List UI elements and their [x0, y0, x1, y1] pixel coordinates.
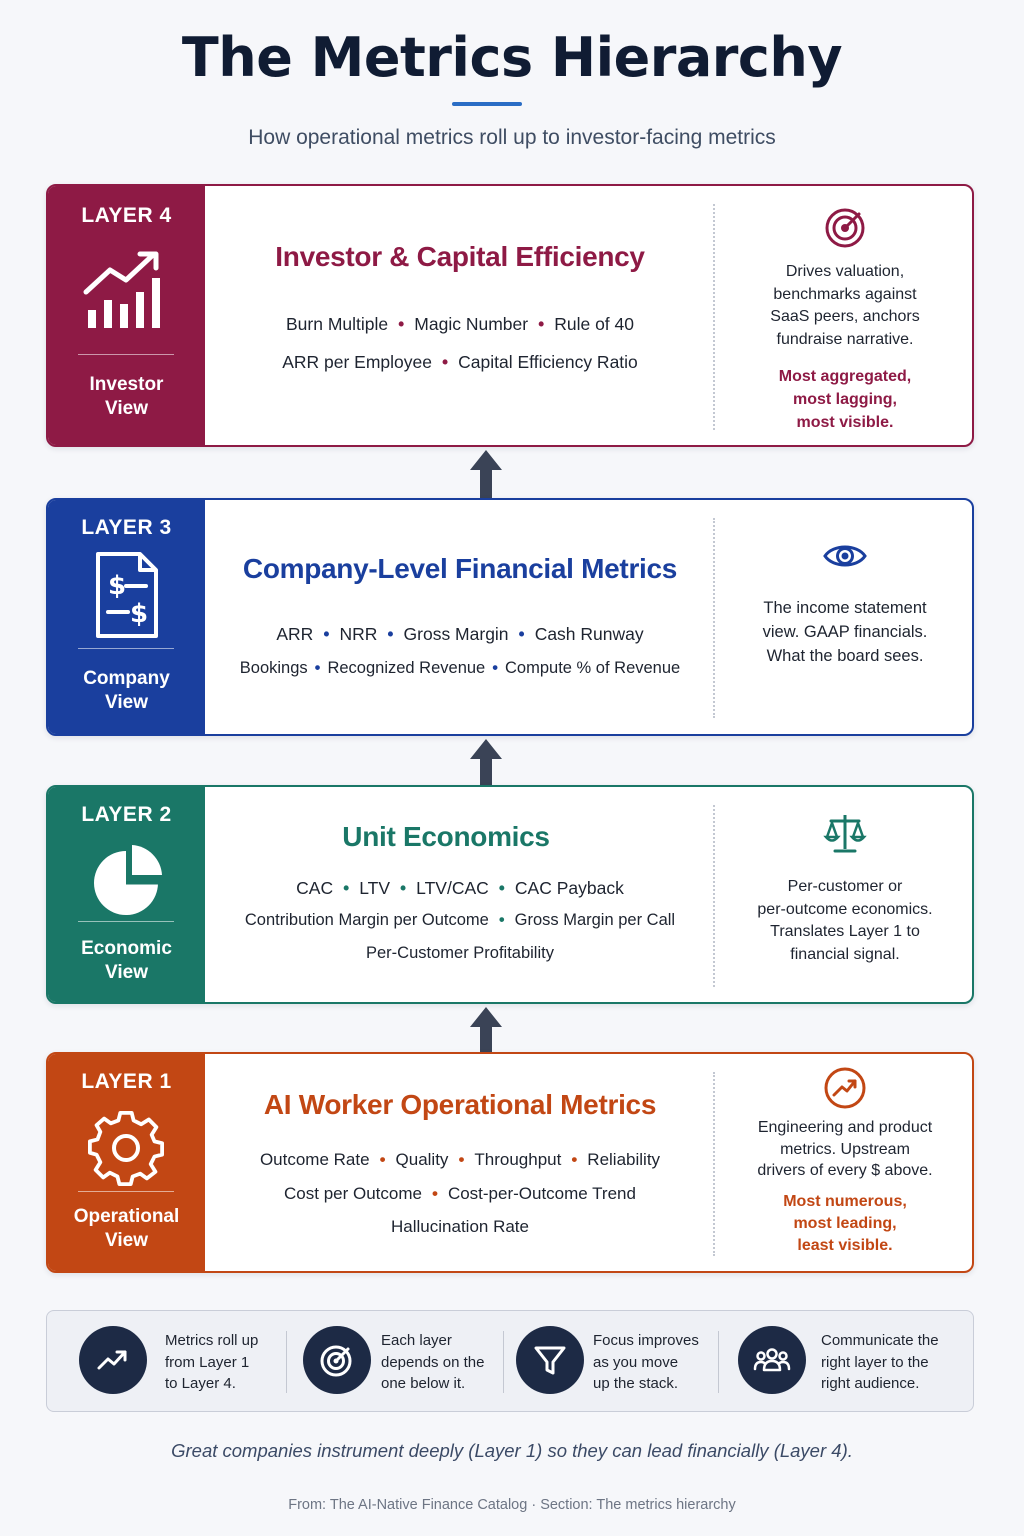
growth-bar-chart-icon [76, 248, 176, 338]
scales-icon [823, 811, 867, 855]
sidebar-divider [78, 1191, 174, 1192]
layer-heading: Investor & Capital Efficiency [275, 241, 645, 272]
layer-description: The income statement view. GAAP financials. What the board sees. [762, 599, 928, 665]
layer-heading: Unit Economics [342, 821, 550, 852]
metric-item: Compute % of Revenue [505, 659, 681, 677]
view-label: Investor View [89, 374, 164, 419]
target-icon [317, 1340, 357, 1380]
metric-item: Gross Margin [403, 624, 509, 644]
metric-item: CAC Payback [514, 878, 624, 898]
metric-line: Bookings • Recognized Revenue • Compute % of Revenue [239, 659, 681, 677]
column-divider [713, 1072, 715, 1256]
metric-item: Cash Runway [534, 624, 644, 644]
metric-item: Magic Number [414, 314, 529, 334]
metric-item: NRR [339, 624, 378, 644]
layer-badge: LAYER 4 [81, 204, 172, 227]
sidebar-divider [78, 648, 174, 649]
layer-1-card [46, 1052, 974, 1273]
layer-heading: Company-Level Financial Metrics [242, 553, 678, 584]
metric-line: ARR per Employee • Capital Efficiency Ratio [282, 352, 638, 372]
source-footer: From: The AI-Native Finance Catalog · Section: The metrics hierarchy [288, 1497, 736, 1513]
column-divider [713, 204, 715, 430]
takeaway-text: Focus improves as you move up the stack. [593, 1332, 699, 1392]
layer-description: Per-customer or per-outcome economics. Translates Layer 1 to financial signal. [757, 878, 933, 963]
view-label: Company View [83, 668, 170, 713]
people-icon [752, 1340, 792, 1380]
metric-item: Burn Multiple [286, 314, 389, 334]
takeaway-item [503, 1311, 719, 1411]
takeaway-item [47, 1311, 287, 1411]
page-title: The Metrics Hierarchy [181, 26, 843, 89]
layer-heading: AI Worker Operational Metrics [263, 1089, 657, 1120]
layer-4-card [46, 184, 974, 447]
layer-description: Engineering and product metrics. Upstream drivers of every $ above. [757, 1119, 933, 1179]
column-divider [713, 805, 715, 987]
layer-3-notes [716, 500, 974, 734]
metric-line [205, 1217, 715, 1237]
layer-4-sidebar [48, 186, 205, 445]
metric-item: Cost-per-Outcome Trend [447, 1184, 636, 1203]
metric-item: Per-Customer Profitability [366, 944, 554, 962]
layer-emphasis: Most aggregated, most lagging, most visible. [778, 368, 912, 431]
metric-item: CAC [296, 878, 334, 898]
metric-item: Recognized Revenue [327, 659, 486, 677]
sidebar-divider [78, 354, 174, 355]
metric-item: Rule of 40 [554, 314, 634, 334]
takeaway-item [719, 1311, 973, 1411]
layer-badge: LAYER 2 [81, 803, 172, 826]
layer-2-sidebar [48, 787, 205, 1002]
title-underline [452, 102, 522, 106]
key-takeaways-panel [46, 1310, 974, 1412]
layer-2-content [205, 787, 715, 1002]
layer-3-content [205, 500, 715, 734]
page-subtitle: How operational metrics roll up to investor-facing metrics [248, 126, 776, 149]
pie-chart-icon [76, 839, 176, 929]
column-divider [713, 518, 715, 718]
metric-item: Bookings [239, 659, 308, 677]
trend-up-circle-icon [823, 1066, 867, 1110]
layer-4-content [205, 186, 715, 445]
metric-item: Cost per Outcome [284, 1184, 422, 1203]
view-label: Economic View [81, 938, 172, 983]
takeaway-icon-circle [79, 1326, 147, 1394]
svg-text:$: $ [108, 571, 127, 601]
layer-2-card [46, 785, 974, 1004]
takeaway-item [287, 1311, 517, 1411]
metric-item: Reliability [587, 1150, 661, 1169]
metric-item: ARR per Employee [282, 352, 433, 372]
layer-badge: LAYER 3 [81, 516, 172, 539]
gear-icon [76, 1104, 176, 1194]
metric-item: Quality [395, 1150, 449, 1169]
metric-line: ARR • NRR • Gross Margin • Cash Runway [276, 624, 644, 644]
roll-up-arrow [468, 1007, 504, 1055]
takeaway-icon-circle [303, 1326, 371, 1394]
metric-item: ARR [276, 624, 314, 644]
metric-item: Hallucination Rate [391, 1217, 529, 1236]
metric-item: Gross Margin per Call [514, 911, 676, 929]
metric-item: Outcome Rate [259, 1150, 370, 1169]
layer-description: Drives valuation, benchmarks against SaaS peers, anchors fundraise narrative. [770, 263, 920, 348]
metric-line: Cost per Outcome • Cost-per-Outcome Trend [284, 1184, 636, 1203]
layer-3-card [46, 498, 974, 736]
metric-item: Throughput [474, 1150, 562, 1169]
view-label: Operational View [73, 1206, 180, 1251]
layer-1-sidebar [48, 1054, 205, 1271]
takeaway-text: Communicate the right layer to the right audience. [821, 1332, 939, 1392]
funnel-icon [530, 1340, 570, 1380]
target-icon [823, 206, 867, 250]
layer-emphasis: Most numerous, most leading, least visible. [783, 1193, 907, 1254]
trend-up-icon [93, 1340, 133, 1380]
financial-document-icon [76, 550, 176, 640]
metric-item: LTV/CAC [416, 878, 489, 898]
takeaway-icon-circle [738, 1326, 806, 1394]
metric-line: Contribution Margin per Outcome • Gross Margin per Call [244, 911, 676, 929]
layer-3-sidebar [48, 500, 205, 734]
metric-item: Capital Efficiency Ratio [458, 352, 638, 372]
metric-item: Contribution Margin per Outcome [244, 911, 489, 929]
layer-2-notes [716, 787, 974, 1002]
takeaway-icon-circle [516, 1326, 584, 1394]
metric-line: Burn Multiple • Magic Number • Rule of 40 [286, 314, 634, 334]
svg-text:$: $ [130, 599, 149, 629]
takeaway-text: Metrics roll up from Layer 1 to Layer 4. [165, 1332, 259, 1392]
metric-item: LTV [359, 878, 391, 898]
layer-badge: LAYER 1 [81, 1070, 172, 1093]
roll-up-arrow [468, 739, 504, 787]
eye-icon [820, 534, 870, 578]
metric-line [205, 944, 715, 963]
layer-1-content [205, 1054, 715, 1271]
layer-4-notes [716, 186, 974, 445]
metric-line: CAC • LTV • LTV/CAC • CAC Payback [296, 878, 624, 898]
takeaway-text: Each layer depends on the one below it. [381, 1332, 485, 1392]
sidebar-divider [78, 921, 174, 922]
closing-statement: Great companies instrument deeply (Layer 1) so they can lead financially (Layer 4). [171, 1440, 853, 1461]
metric-line: Outcome Rate • Quality • Throughput • Reliability [259, 1150, 661, 1169]
roll-up-arrow [468, 450, 504, 498]
layer-1-notes [716, 1054, 974, 1271]
